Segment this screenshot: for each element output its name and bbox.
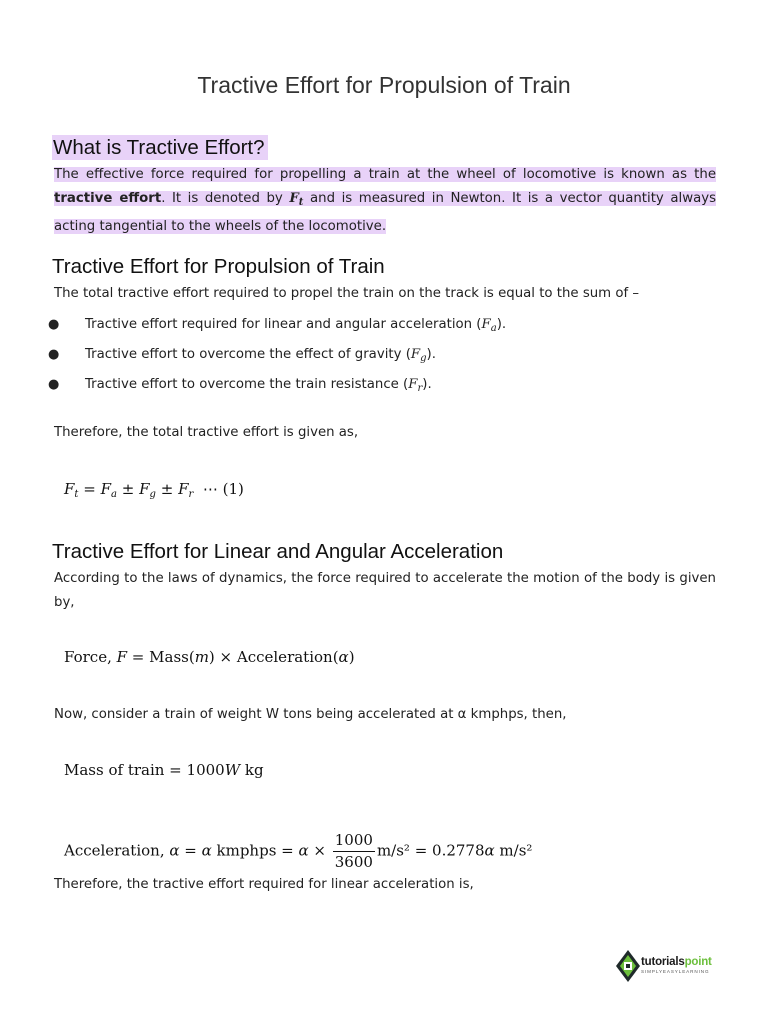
- list-item-text: Tractive effort to overcome the train resistance (: [85, 377, 409, 392]
- eq-lhs-sub: t: [74, 489, 79, 500]
- fraction-denominator: 3600: [334, 853, 373, 871]
- equation-total-tractive: [64, 480, 244, 500]
- dynamics-paragraph: According to the laws of dynamics, the force required to accelerate the motion of the body is given by,: [54, 571, 716, 610]
- eq-var-f: F: [116, 648, 128, 666]
- bullet-dot: ●: [48, 347, 60, 362]
- eq-text: Mass of train = 1000: [64, 761, 225, 779]
- eq-text: ×: [308, 841, 331, 860]
- eq-var-w: W: [224, 761, 241, 779]
- definition-text: [54, 167, 716, 234]
- logo-text-a: tutorials: [641, 956, 685, 968]
- section-heading-what-is: [52, 136, 268, 160]
- symbol-ft: [289, 191, 303, 206]
- logo-wordmark: [641, 956, 712, 968]
- definition-paragraph: [54, 163, 716, 239]
- list-item-text: Tractive effort to overcome the effect of gravity (: [85, 347, 411, 362]
- eq-text: m/s²: [494, 841, 533, 860]
- definition-part-1: The effective force required for propelling a train at the wheel of locomotive is known as the: [54, 167, 716, 182]
- logo-tagline: SIMPLYEASYLEARNING: [641, 969, 710, 974]
- fraction-numerator: 1000: [333, 831, 375, 852]
- eq-text: kg: [240, 761, 264, 779]
- eq-text: ) × Acceleration(: [208, 648, 339, 666]
- symbol-ft-sub: t: [298, 197, 304, 208]
- section-heading-propulsion: Tractive Effort for Propulsion of Train: [52, 255, 385, 278]
- eq-pm: ±: [160, 480, 174, 498]
- eq-pm: ±: [121, 480, 135, 498]
- therefore-text: Therefore, the total tractive effort is given as,: [54, 425, 359, 440]
- eq-text: ): [348, 648, 355, 666]
- logo-text-b: point: [684, 956, 712, 968]
- list-item-text: Tractive effort required for linear and angular acceleration (: [85, 317, 482, 332]
- list-item: [48, 343, 728, 373]
- propulsion-intro: The total tractive effort required to propel the train on the track is equal to the sum of –: [54, 286, 640, 301]
- page-title: Tractive Effort for Propulsion of Train: [197, 72, 571, 98]
- list-item-symbol: F: [408, 377, 418, 392]
- eq-text: = Mass(: [127, 648, 195, 666]
- eq-lhs: F: [64, 480, 75, 498]
- eq-fg: F: [139, 480, 150, 498]
- definition-part-2: . It is denoted by: [161, 191, 283, 206]
- equation-acceleration: [64, 831, 532, 872]
- eq-var-alpha: α: [201, 841, 212, 860]
- list-item-end: ).: [426, 347, 436, 362]
- list-item-end: ).: [496, 317, 507, 332]
- eq-var-alpha: α: [484, 841, 495, 860]
- eq-var-m: m: [194, 648, 209, 666]
- bullet-dot: ●: [48, 317, 60, 332]
- eq-text: kmphps =: [211, 841, 299, 860]
- closing-text: Therefore, the tractive effort required for linear acceleration is,: [54, 877, 474, 892]
- eq-var-alpha: α: [338, 648, 349, 666]
- eq-number: ⋯ (1): [202, 480, 244, 498]
- tractive-components-list: [48, 313, 728, 403]
- eq-var-alpha: α: [298, 841, 309, 860]
- eq-fraction: [333, 831, 375, 872]
- list-item-end: ).: [422, 377, 432, 392]
- list-item-symbol: F: [410, 347, 421, 362]
- list-item-sub: g: [420, 353, 427, 364]
- eq-fg-sub: g: [149, 489, 156, 500]
- eq-var-alpha: α: [169, 841, 180, 860]
- equation-force: [64, 648, 355, 666]
- definition-bold-term: tractive effort: [54, 191, 162, 206]
- tutorialspoint-logo: [615, 946, 735, 986]
- definition-part-3: and is measured in Newton. It is a vector quantity always acting tangential to the wheels of the locomotive.: [54, 191, 717, 234]
- list-item-sub: r: [417, 383, 423, 394]
- eq-text: Acceleration,: [64, 841, 170, 860]
- eq-fr-sub: r: [188, 489, 194, 500]
- eq-text: m/s² = 0.2778: [376, 841, 485, 860]
- list-item: [48, 313, 728, 343]
- eq-fa-sub: a: [111, 489, 117, 500]
- section-heading-acceleration: Tractive Effort for Linear and Angular Acceleration: [52, 540, 504, 563]
- eq-fa: F: [100, 480, 112, 498]
- heading-text: What is Tractive Effort?: [52, 135, 268, 160]
- logo-mark-icon: [615, 948, 641, 984]
- consider-text: Now, consider a train of weight W tons being accelerated at α kmphps, then,: [54, 707, 567, 722]
- list-item-symbol: F: [481, 317, 491, 332]
- list-item: [48, 373, 728, 403]
- symbol-ft-letter: F: [289, 191, 299, 206]
- eq-fr: F: [178, 480, 189, 498]
- bullet-dot: ●: [48, 377, 60, 392]
- eq-text: =: [179, 841, 202, 860]
- eq-equals: =: [83, 480, 96, 498]
- list-item-sub: a: [490, 323, 497, 334]
- equation-mass: [64, 761, 264, 779]
- eq-text: Force,: [64, 648, 117, 666]
